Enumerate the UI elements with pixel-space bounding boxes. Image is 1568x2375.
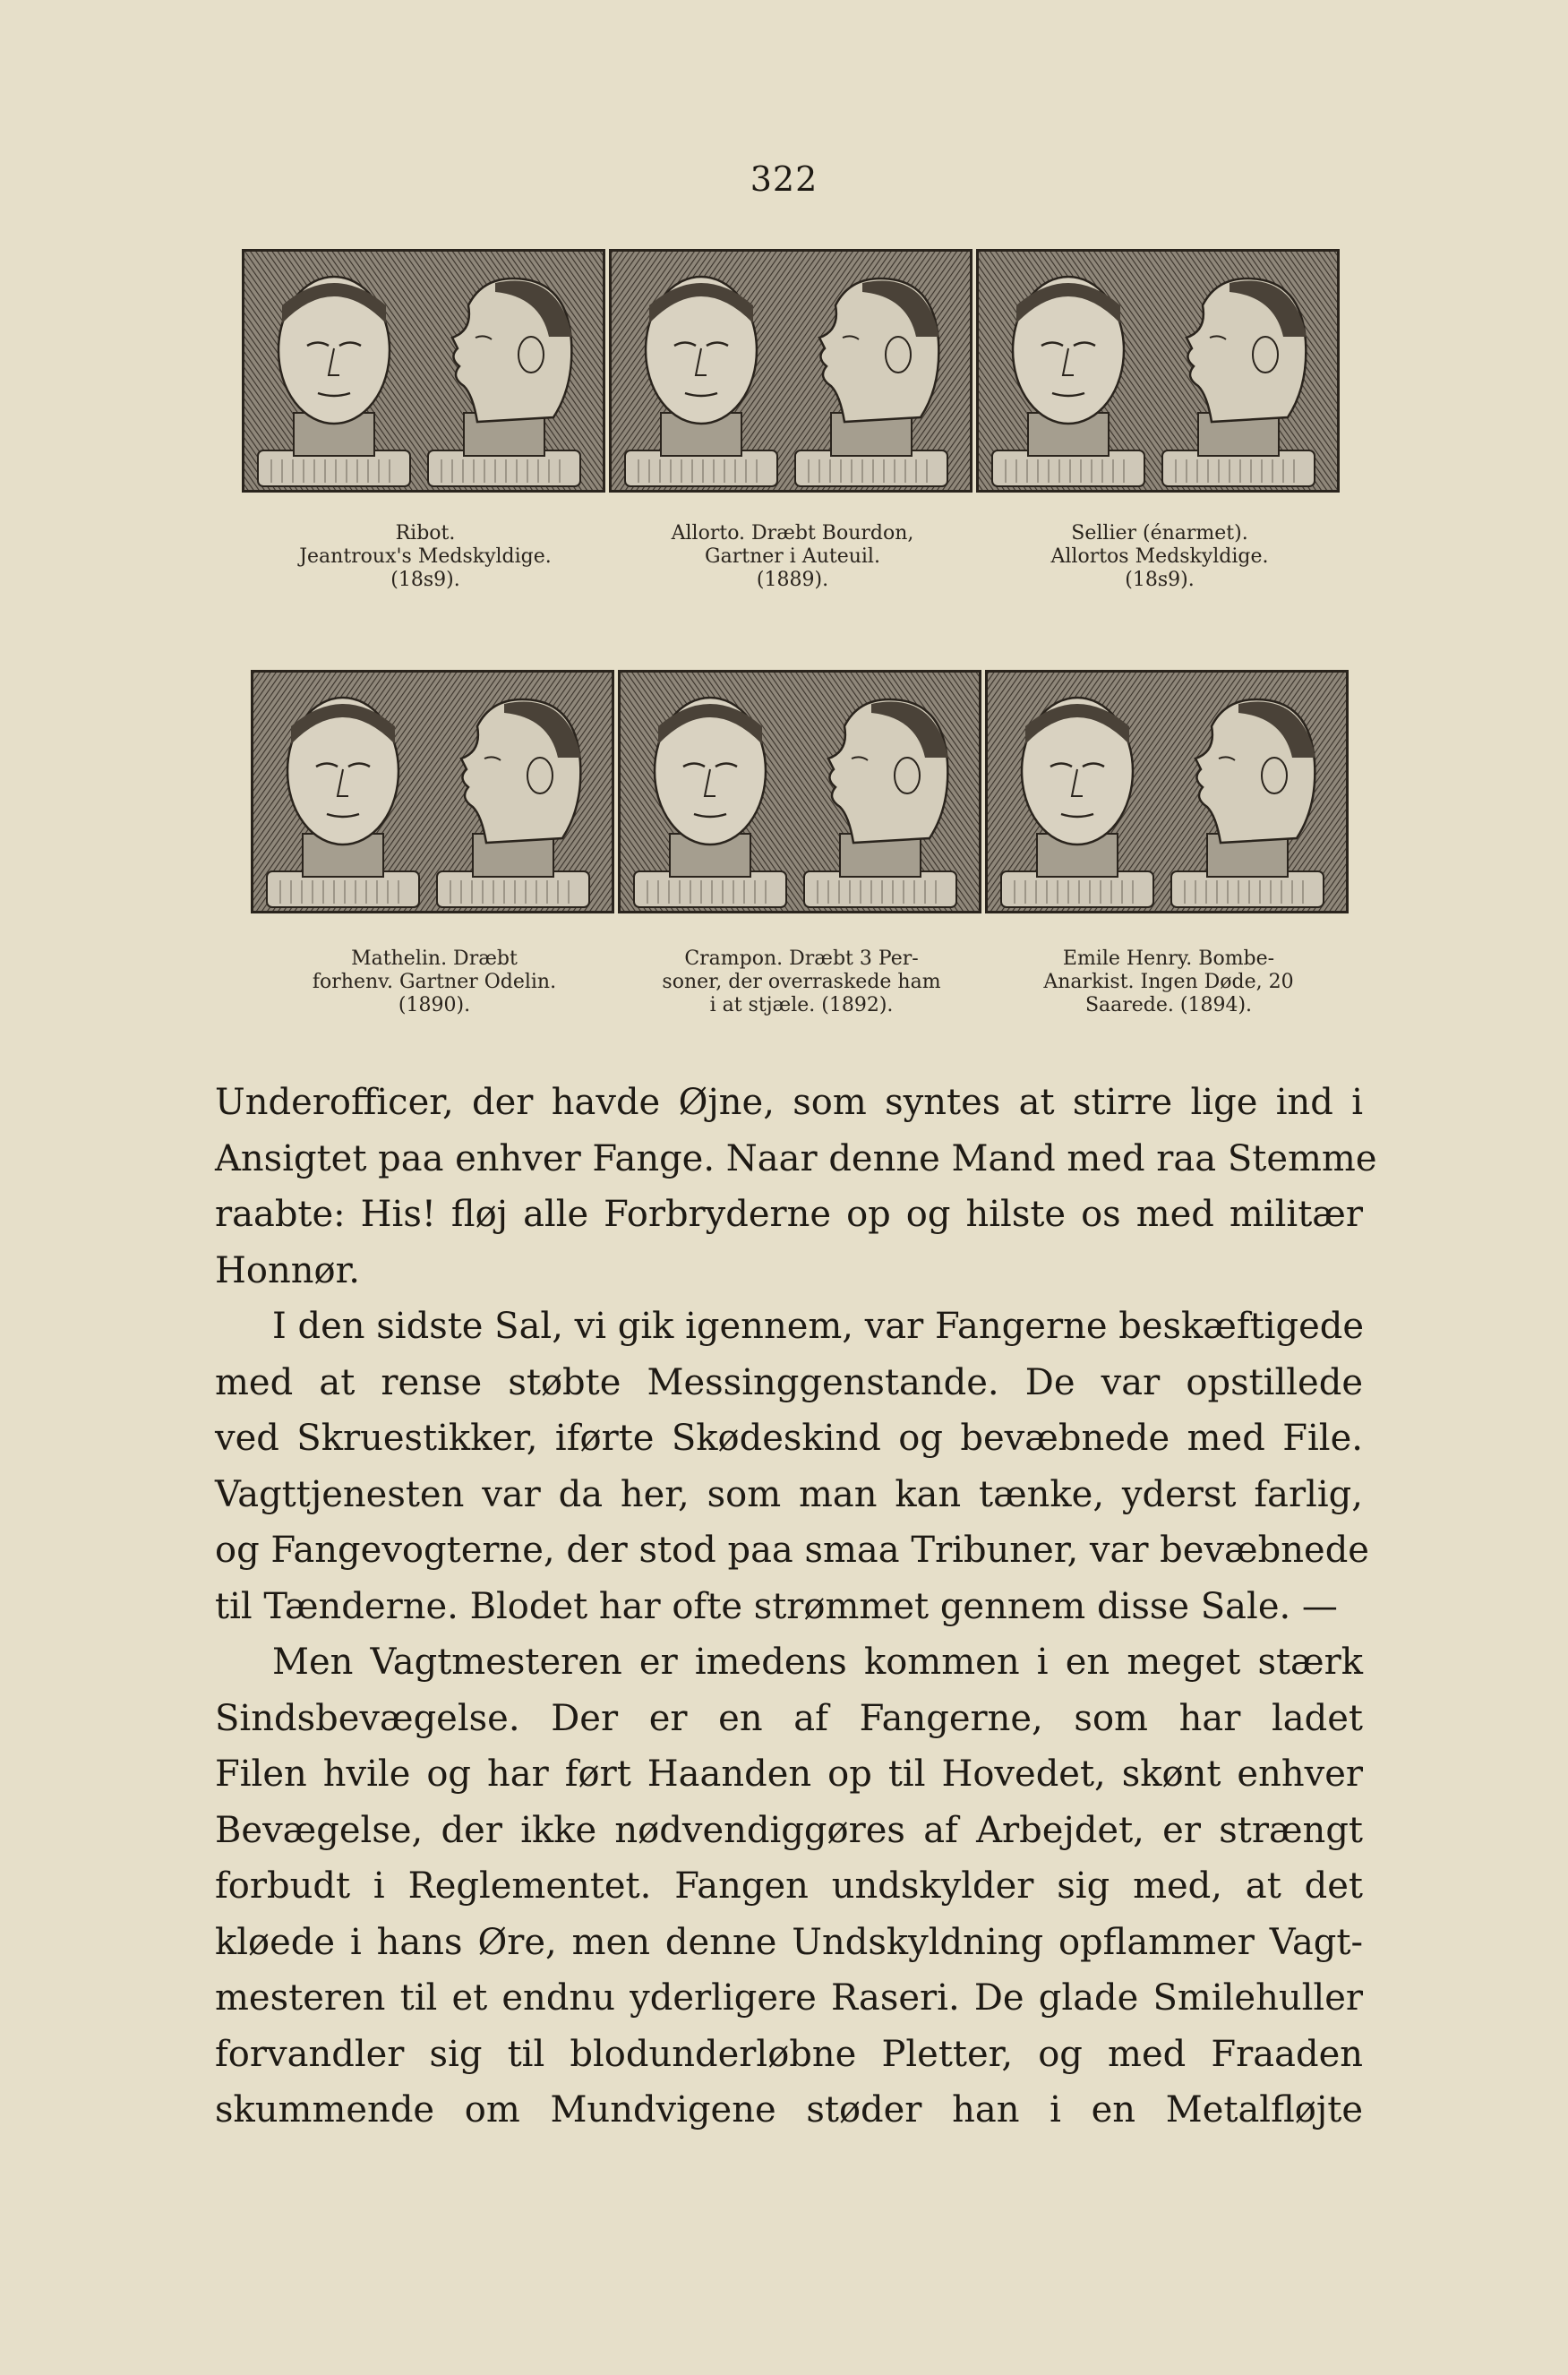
caption-line: Gartner i Auteuil. <box>705 545 880 568</box>
body-text <box>215 1075 1377 2139</box>
caption-line: i at stjæle. (1892). <box>709 994 894 1016</box>
text-line: raabte: His! fløj alle Forbryderne op og hilste os med militær <box>215 1194 1363 1235</box>
death-mask-photo <box>609 249 973 493</box>
text-line: ved Skruestikker, iførte Skødeskind og bevæbnede med File. <box>215 1418 1363 1459</box>
plate-caption <box>985 947 1352 1017</box>
caption-line: Ribot. <box>395 522 456 544</box>
text-line: Ansigtet paa enhver Fange. Naar denne Mand med raa Stemme <box>215 1137 1377 1179</box>
text-line: skummende om Mundvigene støder han i en Metalfløjte <box>215 2089 1363 2131</box>
text-line: mesteren til et endnu yderligere Raseri. De glade Smilehuller <box>215 1977 1363 2019</box>
death-mask-photo <box>985 670 1349 913</box>
death-mask-illustration <box>244 252 603 490</box>
death-mask-illustration <box>621 673 979 911</box>
caption-line: (1889). <box>756 569 829 591</box>
text-line: Vagttjenesten var da her, som man kan tænke, yderst farlig, <box>215 1473 1363 1515</box>
death-mask-illustration <box>612 252 970 490</box>
text-line: I den sidste Sal, vi gik igennem, var Fangerne beskæftigede <box>272 1306 1365 1347</box>
caption-line: Allortos Medskyldige. <box>1050 545 1269 568</box>
death-mask-illustration <box>253 673 612 911</box>
plate-caption <box>618 947 985 1017</box>
text-line: Filen hvile og har ført Haanden op til Hovedet, skønt enhver <box>215 1753 1363 1795</box>
text-line: med at rense støbte Messinggenstande. De var opstillede <box>215 1361 1363 1403</box>
text-line: Underofficer, der havde Øjne, som syntes at stirre lige ind i <box>215 1082 1363 1123</box>
caption-line: Anarkist. Ingen Døde, 20 <box>1043 971 1294 993</box>
death-mask-photo <box>976 249 1340 493</box>
plate-caption <box>609 522 976 592</box>
text-line: Honnør. <box>215 1249 361 1291</box>
text-line: forbudt i Reglementet. Fangen undskylder sig med, at det <box>215 1865 1363 1907</box>
caption-line: forhenv. Gartner Odelin. <box>312 971 557 993</box>
death-mask-photo <box>618 670 981 913</box>
caption-line: Allorto. Dræbt Bourdon, <box>671 522 914 544</box>
caption-line: (18ꜱ9). <box>1125 569 1195 591</box>
death-mask-photo <box>242 249 605 493</box>
text-line: forvandler sig til blodunderløbne Pletter, og med Fraaden <box>215 2033 1363 2075</box>
caption-line: Emile Henry. Bombe- <box>1062 947 1275 970</box>
caption-line: (1890). <box>398 994 471 1016</box>
death-mask-photo <box>251 670 614 913</box>
text-line: og Fangevogterne, der stod paa smaa Tribuner, var bevæbnede <box>215 1530 1369 1571</box>
page-number: 322 <box>750 159 818 199</box>
plate-caption <box>251 947 618 1017</box>
plate-caption <box>242 522 609 592</box>
text-line: kløede i hans Øre, men denne Undskyldning opflammer Vagt- <box>215 1921 1363 1963</box>
death-mask-illustration <box>979 252 1337 490</box>
text-line: Sindsbevægelse. Der er en af Fangerne, som har ladet <box>215 1697 1363 1739</box>
caption-line: (18ꜱ9). <box>390 569 460 591</box>
text-line: Men Vagtmesteren er imedens kommen i en meget stærk <box>272 1642 1363 1683</box>
caption-line: soner, der overraskede ham <box>662 971 941 993</box>
caption-line: Saarede. (1894). <box>1084 994 1253 1016</box>
caption-line: Jeantroux's Medskyldige. <box>299 545 552 568</box>
caption-line: Sellier (énarmet). <box>1071 522 1248 544</box>
plate-caption <box>976 522 1343 592</box>
caption-line: Crampon. Dræbt 3 Per- <box>684 947 919 970</box>
caption-line: Mathelin. Dræbt <box>351 947 518 970</box>
text-line: Bevægelse, der ikke nødvendiggøres af Arbejdet, er strængt <box>215 1809 1363 1851</box>
text-line: til Tænderne. Blodet har ofte strømmet gennem disse Sale. — <box>215 1585 1338 1627</box>
death-mask-illustration <box>988 673 1346 911</box>
